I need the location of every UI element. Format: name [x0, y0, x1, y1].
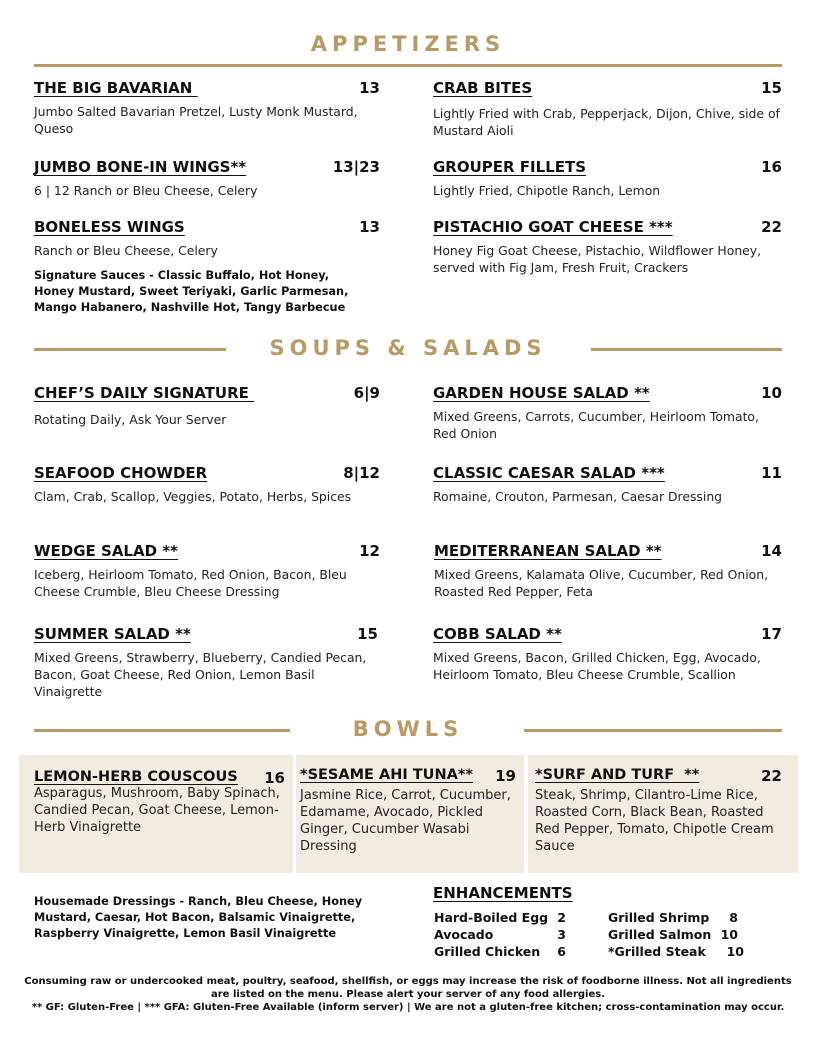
gluten-key: ** GF: Gluten-Free | *** GFA: Gluten-Free Available (inform server) | We are not a gluten-free kitchen; cross-contamination may occur.: [31, 1002, 785, 1013]
item-name: PISTACHIO GOAT CHEESE ***: [433, 218, 673, 236]
item-price: 13: [359, 79, 380, 97]
item-price: 11: [761, 464, 782, 482]
enhancement-name: Grilled Salmon: [608, 927, 712, 942]
item-price: 10: [761, 384, 782, 402]
item-name: CHEF’S DAILY SIGNATURE: [34, 384, 255, 402]
item-price: 17: [761, 625, 782, 643]
item-name: LEMON-HERB COUSCOUS: [34, 769, 238, 785]
item-name: JUMBO BONE-IN WINGS**: [34, 158, 247, 176]
item-description: Jumbo Salted Bavarian Pretzel, Lusty Monk Mustard, Queso: [34, 104, 358, 136]
item-name: THE BIG BAVARIAN: [34, 79, 198, 97]
item-description: Mixed Greens, Strawberry, Blueberry, Candied Pecan, Bacon, Goat Cheese, Red Onion, Lemon Basil Vinaigrette: [34, 650, 367, 699]
item-name: BONELESS WINGS: [34, 218, 185, 236]
item-description: Lightly Fried with Crab, Pepperjack, Dijon, Chive, side of Mustard Aioli: [433, 106, 780, 138]
item-price: 12: [359, 542, 380, 560]
soups-divider-right: [591, 348, 782, 351]
item-description: Jasmine Rice, Carrot, Cucumber, Edamame, Avocado, Pickled Ginger, Cucumber Wasabi Dressing: [300, 788, 511, 854]
item-price: 14: [761, 542, 782, 560]
enhancements-heading: ENHANCEMENTS: [433, 884, 573, 902]
item-price: 6|9: [353, 384, 380, 402]
enhancement-name: Grilled Chicken: [434, 944, 541, 959]
item-price: 8|12: [343, 464, 380, 482]
enhancement-price: 8: [729, 910, 738, 925]
disclaimer-line: Consuming raw or undercooked meat, poultry, seafood, shellfish, or eggs may increase the risk of foodborne illness. Not all ingredients are listed on the menu. Please alert your server of any food allergies.: [24, 976, 792, 1000]
item-name: *SESAME AHI TUNA**: [300, 767, 473, 783]
item-name: WEDGE SALAD **: [34, 542, 178, 560]
item-description: Clam, Crab, Scallop, Veggies, Potato, Herbs, Spices: [34, 489, 352, 504]
enhancement-name: Avocado: [434, 927, 494, 942]
enhancement-price: 10: [726, 944, 744, 959]
item-price: 16: [264, 769, 285, 787]
item-name: COBB SALAD **: [433, 625, 562, 643]
appetizers-heading: APPETIZERS: [310, 32, 506, 56]
item-name: SUMMER SALAD **: [34, 625, 191, 643]
enhancement-name: Grilled Shrimp: [608, 910, 710, 925]
housemade-dressings: Housemade Dressings - Ranch, Bleu Cheese, Honey Mustard, Caesar, Hot Bacon, Balsamic Vinaigrette, Raspberry Vinaigrette, Lemon Basil Vinaigrette: [34, 895, 363, 940]
item-description: Rotating Daily, Ask Your Server: [34, 412, 227, 427]
item-description: Romaine, Crouton, Parmesan, Caesar Dressing: [433, 489, 723, 504]
item-description: Iceberg, Heirloom Tomato, Red Onion, Bacon, Bleu Cheese Crumble, Bleu Cheese Dressing: [34, 567, 347, 599]
allergy-disclaimer: [20, 975, 796, 1014]
item-description: Steak, Shrimp, Cilantro-Lime Rice, Roasted Corn, Black Bean, Roasted Red Pepper, Tomato, Chipotle Cream Sauce: [535, 788, 774, 854]
item-name: CRAB BITES: [433, 79, 533, 97]
item-price: 22: [761, 218, 782, 236]
item-description: Honey Fig Goat Cheese, Pistachio, Wildflower Honey, served with Fig Jam, Fresh Fruit, Crackers: [433, 243, 762, 275]
item-price: 15: [357, 625, 378, 643]
item-price: 13|23: [332, 158, 380, 176]
item-description: Asparagus, Mushroom, Baby Spinach, Candied Pecan, Goat Cheese, Lemon-Herb Vinaigrette: [34, 786, 280, 835]
item-name: GARDEN HOUSE SALAD **: [433, 384, 650, 402]
enhancement-price: 3: [557, 927, 566, 942]
item-name: *SURF AND TURF **: [535, 767, 700, 783]
item-price: 16: [761, 158, 782, 176]
item-price: 22: [761, 767, 782, 785]
item-description: Lightly Fried, Chipotle Ranch, Lemon: [433, 183, 661, 198]
bowls-divider-right: [524, 729, 782, 732]
enhancement-price: 2: [557, 910, 566, 925]
enhancement-name: Hard-Boiled Egg: [434, 910, 549, 925]
enhancement-price: 10: [720, 927, 738, 942]
enhancement-price: 6: [557, 944, 566, 959]
item-description: Mixed Greens, Kalamata Olive, Cucumber, Red Onion, Roasted Red Pepper, Feta: [434, 567, 769, 599]
item-name: MEDITERRANEAN SALAD **: [434, 542, 662, 560]
item-description: 6 | 12 Ranch or Bleu Cheese, Celery: [34, 183, 258, 198]
soups-salads-heading: SOUPS & SALADS: [269, 336, 547, 360]
item-price: 15: [761, 79, 782, 97]
item-description: Mixed Greens, Carrots, Cucumber, Heirloom Tomato, Red Onion: [433, 409, 759, 441]
bowls-heading: BOWLS: [352, 717, 464, 741]
item-price: 19: [495, 767, 516, 785]
item-description: Mixed Greens, Bacon, Grilled Chicken, Egg, Avocado, Heirloom Tomato, Bleu Cheese Crumble, Scallion: [433, 650, 761, 682]
item-name: CLASSIC CAESAR SALAD ***: [433, 464, 665, 482]
item-description: Ranch or Bleu Cheese, Celery: [34, 243, 218, 258]
appetizers-divider: [34, 64, 782, 67]
item-price: 13: [359, 218, 380, 236]
enhancement-name: *Grilled Steak: [608, 944, 706, 959]
item-name: GROUPER FILLETS: [433, 158, 587, 176]
item-name: SEAFOOD CHOWDER: [34, 464, 208, 482]
signature-sauces: Signature Sauces - Classic Buffalo, Hot Honey, Honey Mustard, Sweet Teriyaki, Garlic Parmesan, Mango Habanero, Nashville Hot, Tangy Barbecue: [34, 269, 349, 314]
